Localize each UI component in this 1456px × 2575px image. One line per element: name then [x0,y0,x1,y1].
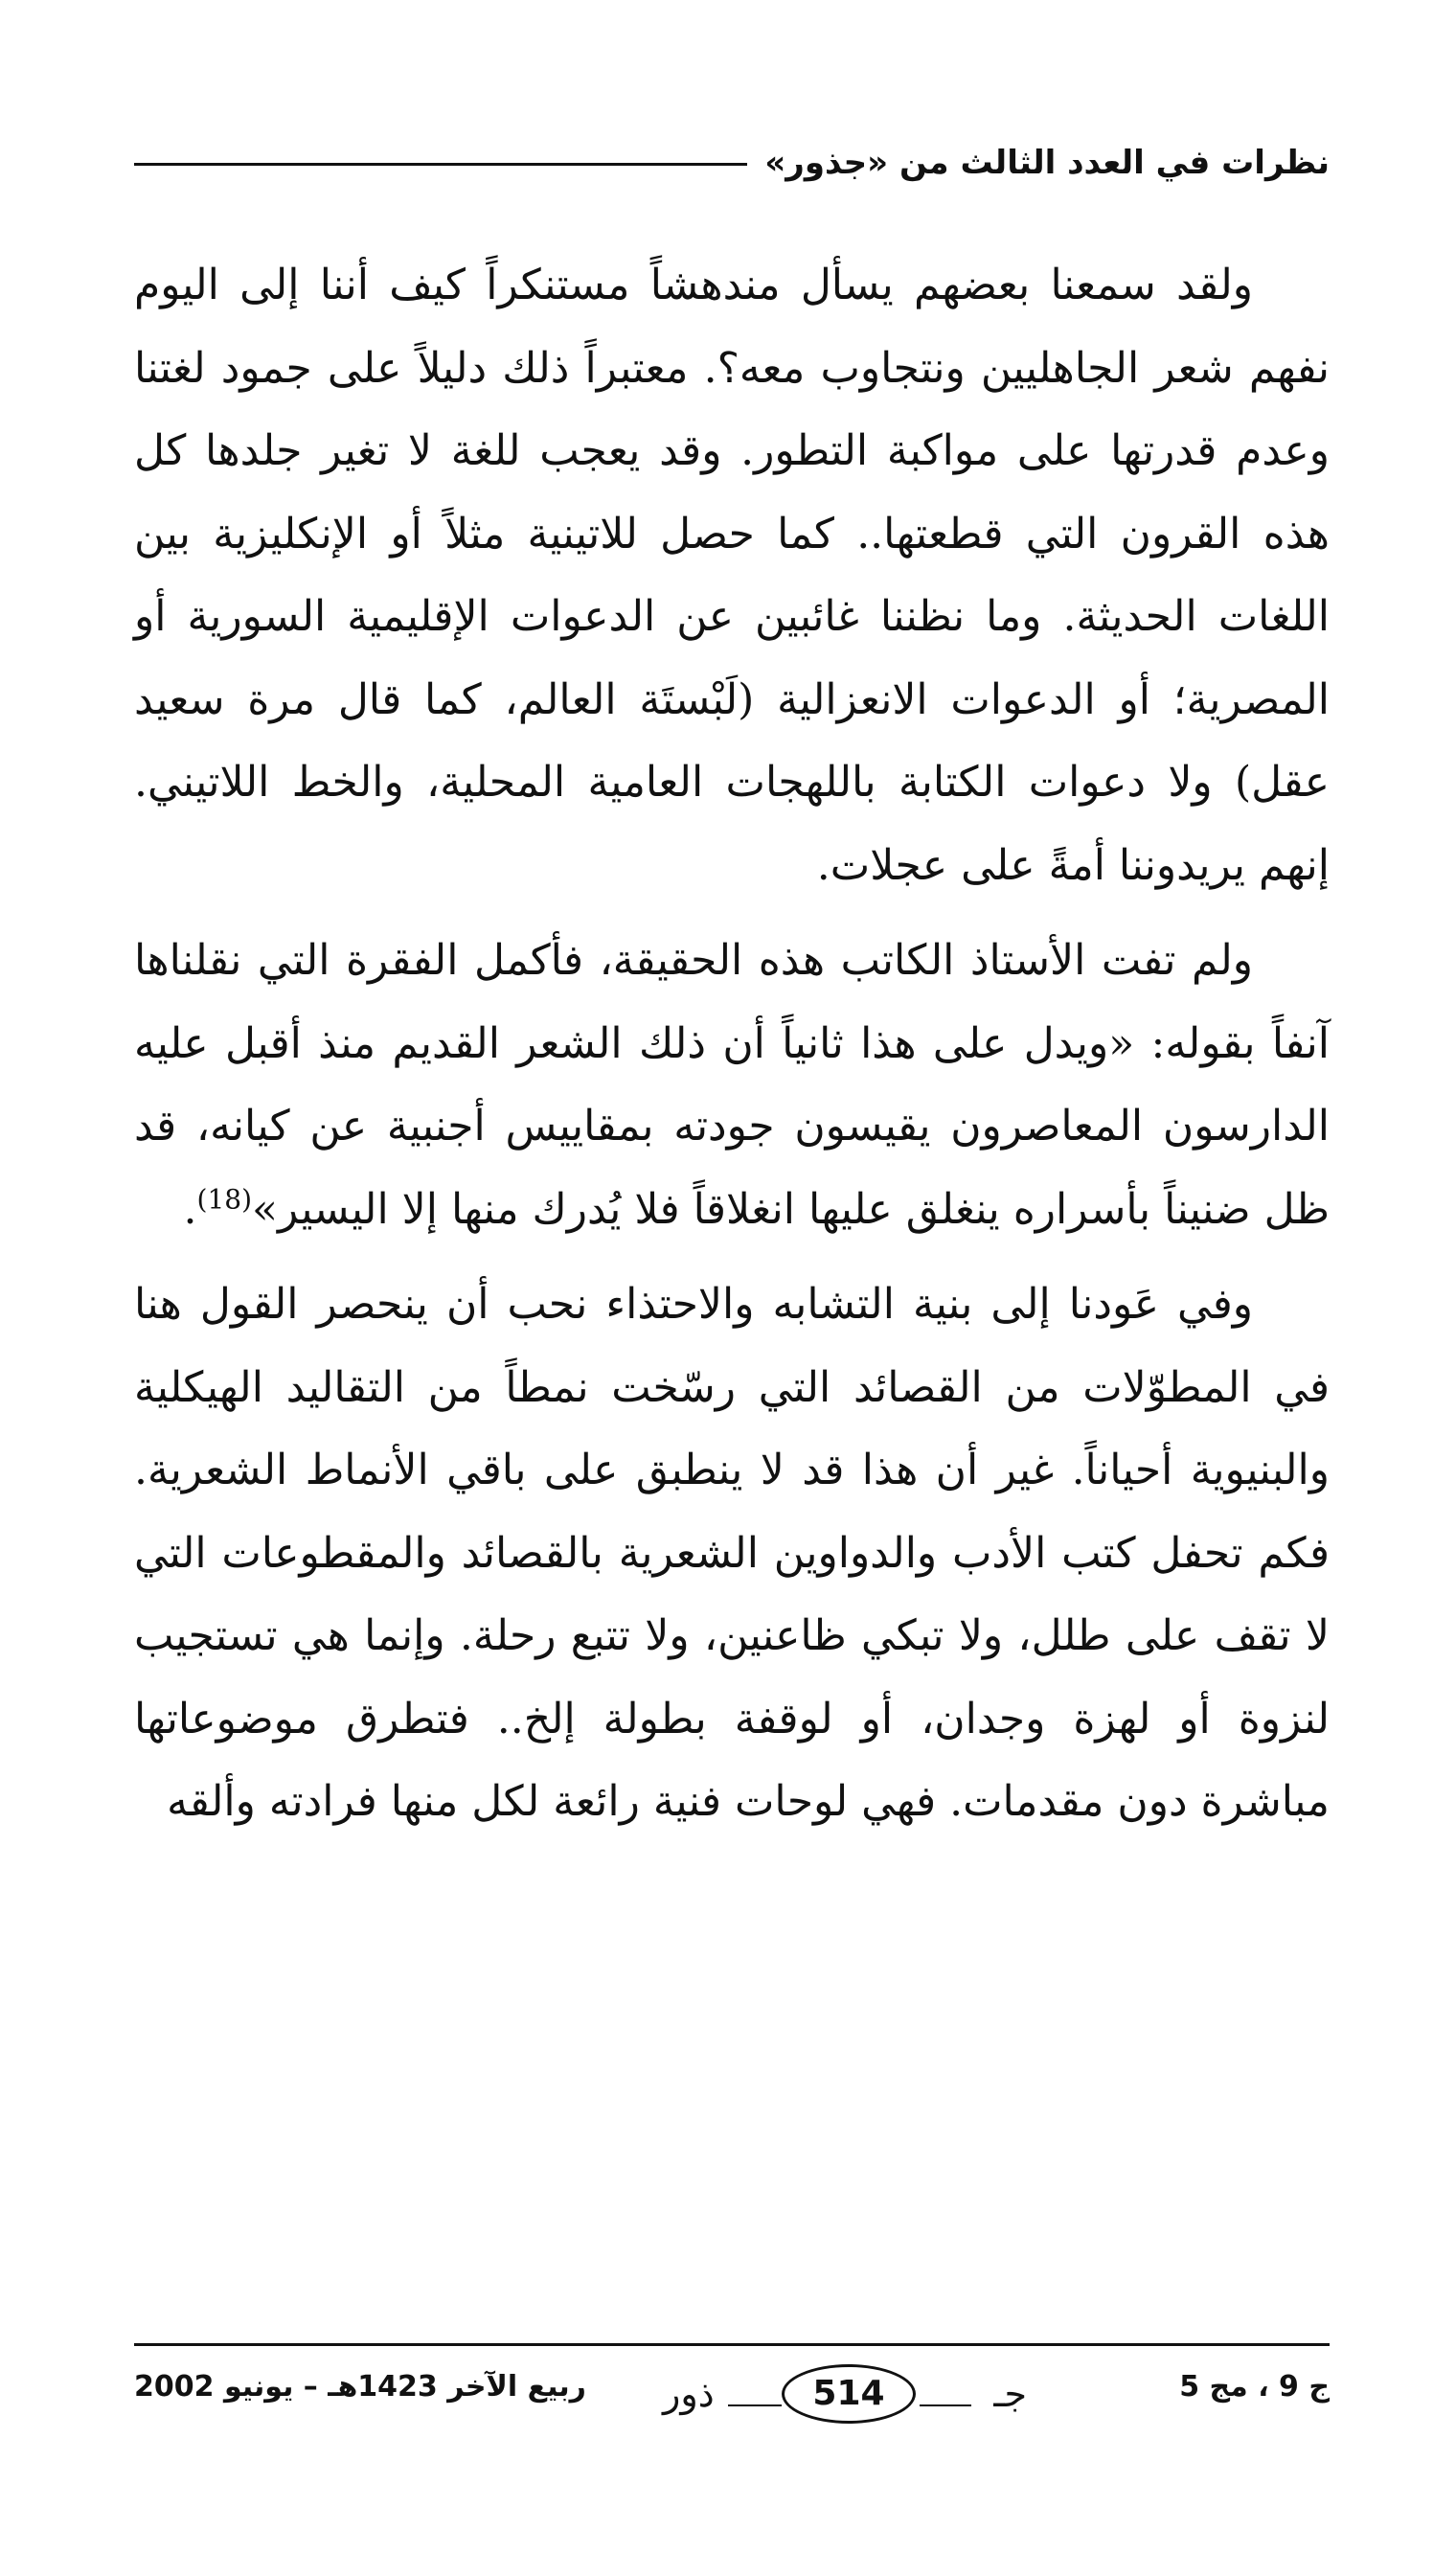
journal-logo [663,2362,1027,2429]
journal-logo-right-stroke [920,2404,971,2406]
footnote-reference-trailer: . [183,1184,197,1234]
running-head [134,134,1330,192]
footer-rule [134,2343,1330,2346]
page-footer [134,2355,1330,2450]
paragraph-1-text: ولقد سمعنا بعضهم يسأل مندهشاً مستنكراً كيف أننا إلى اليوم نفهم شعر الجاهليين ونتجاوب معه؟. معتبراً ذلك دليلاً على جمود لغتنا وعدم قدرتها على مواكبة التطور. وقد يعجب للغة لا تغير جلدها كل هذه القرون التي قطعتها.. كما حصل للاتينية مثلاً أو الإنكليزية بين اللغات الحديثة. وما نظننا غائبين عن الدعوات الإقليمية السورية أو المصرية؛ أو الدعوات الانعزالية (لَبْستَة العالم، كما قال مرة سعيد عقل) ولا دعوات الكتابة باللهجات العامية المحلية، والخط اللاتيني. إنهم يريدوننا أمةً على عجلات. [134,261,1330,890]
page-number: 514 [782,2364,916,2424]
paragraph-2-text: ولم تفت الأستاذ الكاتب هذه الحقيقة، فأكمل الفقرة التي نقلناها آنفاً بقوله: «ويدل على هذا ثانياً أن ذلك الشعر القديم منذ أقبل عليه الدارسون المعاصرون يقيسون جودته بمقاييس أجنبية عن كيانه، قد ظل ضنيناً بأسراره ينغلق عليها انغلاقاً فلا يُدرك منها إلا اليسير» [134,936,1330,1234]
footer-issue-volume: ج 9 ، مج 5 [1179,2370,1330,2404]
paragraph-1 [134,244,1330,907]
paragraph-3-text: وفي عَودنا إلى بنية التشابه والاحتذاء نحب أن ينحصر القول هنا في المطوّلات من القصائد التي رسّخت نمطاً من التقاليد الهيكلية والبنيوية أحياناً. غير أن هذا قد لا ينطبق على باقي الأنماط الشعرية. فكم تحفل كتب الأدب والدواوين الشعرية بالقصائد والمقطوعات التي لا تقف على طلل، ولا تبكي ظاعنين، ولا تتبع رحلة. وإنما هي تستجيب لنزوة أو لهزة وجدان، أو لوقفة بطولة إلخ.. فتطرق موضوعاتها مباشرة دون مقدمات. فهي لوحات فنية رائعة لكل منها فرادته وألقه [134,1280,1330,1826]
body-text [134,244,1330,1857]
running-head-title: نظرات في العدد الثالث من «جذور» [764,144,1330,182]
running-head-rule [134,163,747,166]
journal-logo-left-text: ذور [663,2373,715,2415]
footnote-reference: (18) [196,1182,253,1215]
journal-logo-left-stroke [728,2404,782,2406]
paragraph-3 [134,1264,1330,1844]
journal-logo-right-text: جـ [993,2373,1027,2415]
paragraph-2 [134,920,1330,1251]
footer-date: ربيع الآخر 1423هـ – يونيو 2002 [134,2370,586,2404]
